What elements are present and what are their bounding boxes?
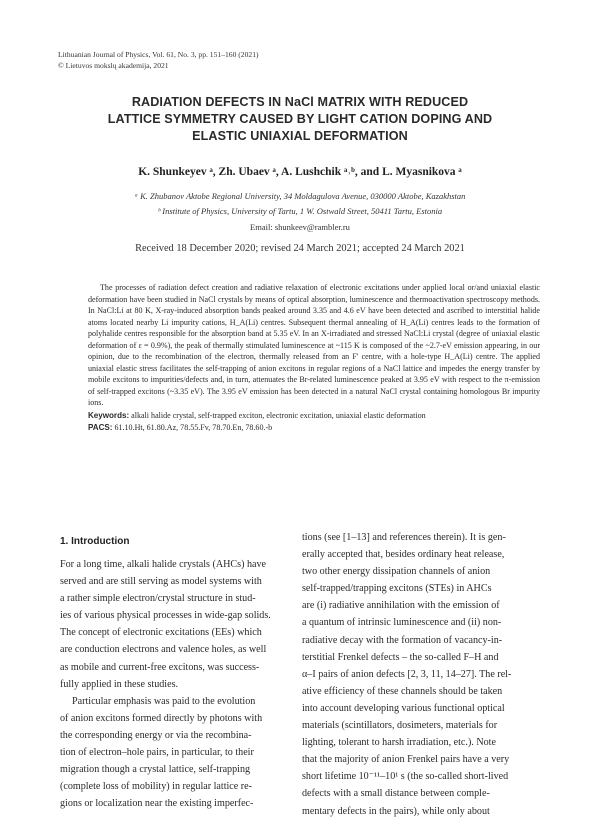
body-line: erally accepted that, besides ordinary heat release, xyxy=(302,549,505,561)
right-column xyxy=(302,529,542,820)
body-line: fully applied in these studies. xyxy=(60,678,179,690)
keywords xyxy=(88,410,540,422)
pacs-label: PACS: xyxy=(88,422,113,432)
body-line: terstitial Frenkel defects – the so-called F–H and xyxy=(302,651,499,663)
pacs-text: 61.10.Ht, 61.80.Az, 78.55.Fv, 78.70.En, 78.60.-b xyxy=(114,422,273,432)
left-column xyxy=(60,556,300,812)
body-line: into account developing various functional optical xyxy=(302,702,505,714)
keywords-label: Keywords: xyxy=(88,411,130,421)
abstract-text: The processes of radiation defect creation and radiative relaxation of electronic excitations under applied local or/and uniaxial elastic deformation have been studied in NaCl crystals by means of optical absorption, luminescence and thermoactivation spectroscopy methods. In NaCl:Li at 80 K, X-ray-induced absorption bands peaked around 3.35 and 4.6 eV have been detected and ascribed to interstitial halide atoms located nearby Li impurity cations, H_A(Li) centres. Subsequent thermal annealing of H_A(Li) centres leads to the formation of polyhalide centres responsible for the absorption band at 5.35 eV. In an X-irradiated and stressed NaCl:Li crystal (degree of uniaxial elastic deformation of ε = 0.9%), the peak of thermally stimulated luminescence at ~115 K is composed of the ~2.7-eV emission appearing, in our opinion, due to the recombination of the electron, thermally released from an F' centre, with a hole-type H_A(Li) centre. The applied uniaxial elastic stress facilitates the self-trapping of anion excitons in regular regions of a NaCl lattice and impedes the energy transfer by mobile excitons to impurities/defects and, in turn, attenuates the Br-related luminescence peaked at 3.95 eV with respect to the π-emission of self-trapped excitons (~3.35 eV). The 3.95 eV emission has been detected in a natural NaCl crystal containing homologous Br impurity ions. xyxy=(88,283,540,408)
journal-copyright: © Lietuvos mokslų akademija, 2021 xyxy=(58,60,169,70)
body-line: served and are still serving as model systems with xyxy=(60,576,262,588)
body-line: gions or localization near the existing imperfec- xyxy=(60,798,254,810)
body-line: two other energy dissipation channels of anion xyxy=(302,566,491,578)
body-line: tions (see [1–13] and references therein). It is gen- xyxy=(302,532,506,543)
abstract xyxy=(88,282,540,433)
pacs xyxy=(88,422,540,434)
body-line: α–I pairs of anion defects [2, 3, 11, 14–27]. The rel- xyxy=(302,668,512,680)
body-line: radiative decay with the formation of vacancy-in- xyxy=(302,634,503,646)
body-line: defects with a small distance between comple- xyxy=(302,788,490,800)
title-line-2: LATTICE SYMMETRY CAUSED BY LIGHT CATION DOPING AND xyxy=(107,112,493,126)
paper-title xyxy=(70,94,530,145)
body-line: as mobile and current-free excitons, was success- xyxy=(60,661,260,673)
body-line: Particular emphasis was paid to the evolution xyxy=(72,695,256,707)
body-line: (complete loss of mobility) in regular lattice re- xyxy=(60,781,252,793)
body-line: are conduction electrons and valence holes, as well xyxy=(60,644,267,656)
body-line: mentary defects in the pairs), while only about xyxy=(302,805,490,817)
body-line: The concept of electronic excitations (EEs) which xyxy=(60,627,262,639)
body-line: the corresponding energy or via the recombina- xyxy=(60,729,252,741)
body-line: migration though a crystal lattice, self-trapping xyxy=(60,764,251,776)
title-line-3: ELASTIC UNIAXIAL DEFORMATION xyxy=(192,129,408,143)
title-line-1: RADIATION DEFECTS IN NaCl MATRIX WITH REDUCED xyxy=(131,95,469,109)
body-line: tion of electron–hole pairs, in particular, to their xyxy=(60,747,254,759)
body-line: a quantum of intrinsic luminescence and (ii) non- xyxy=(302,617,502,629)
journal-citation: Lithuanian Journal of Physics, Vol. 61, No. 3, pp. 151–160 (2021) xyxy=(58,50,259,59)
body-line: ative efficiency of these channels should be taken xyxy=(302,685,503,697)
affiliation-b: ᵇ Institute of Physics, University of Tartu, 1 W. Ostwald Street, 50411 Tartu, Estonia xyxy=(157,206,443,216)
keywords-text: alkali halide crystal, self-trapped exciton, electronic excitation, uniaxial elastic deformation xyxy=(131,411,426,421)
email: Email: shunkeev@rambler.ru xyxy=(250,222,350,232)
authors: K. Shunkeyev ᵃ, Zh. Ubaev ᵃ, A. Lushchik ᵃ˒ᵇ, and L. Myasnikova ᵃ xyxy=(138,166,462,178)
body-line: are (i) radiative annihilation with the emission of xyxy=(302,600,500,612)
body-line: lighting, tolerant to harsh irradiation, etc.). Note xyxy=(302,737,496,749)
section-heading: 1. Introduction xyxy=(60,536,130,547)
body-line: that the majority of anion Frenkel pairs have a very xyxy=(302,754,510,766)
body-line: ies of various physical processes in wide-gap solids. xyxy=(60,610,271,622)
body-line: materials (scintillators, dosimeters, materials for xyxy=(302,720,498,732)
body-line: a rather simple electron/crystal structure in stud- xyxy=(60,593,256,605)
body-line: short lifetime 10⁻¹¹–10¹ s (the so-called short-lived xyxy=(302,771,509,783)
body-line: For a long time, alkali halide crystals (AHCs) have xyxy=(60,559,267,570)
body-line: self-trapped/trapping excitons (STEs) in AHCs xyxy=(302,583,492,595)
affiliation-a: ᵃ K. Zhubanov Aktobe Regional University, 34 Moldagulova Avenue, 030000 Aktobe, Kazakhstan xyxy=(134,191,466,201)
body-line: of anion excitons formed directly by photons with xyxy=(60,712,263,724)
received-dates: Received 18 December 2020; revised 24 March 2021; accepted 24 March 2021 xyxy=(135,243,465,254)
journal-header xyxy=(58,50,259,71)
